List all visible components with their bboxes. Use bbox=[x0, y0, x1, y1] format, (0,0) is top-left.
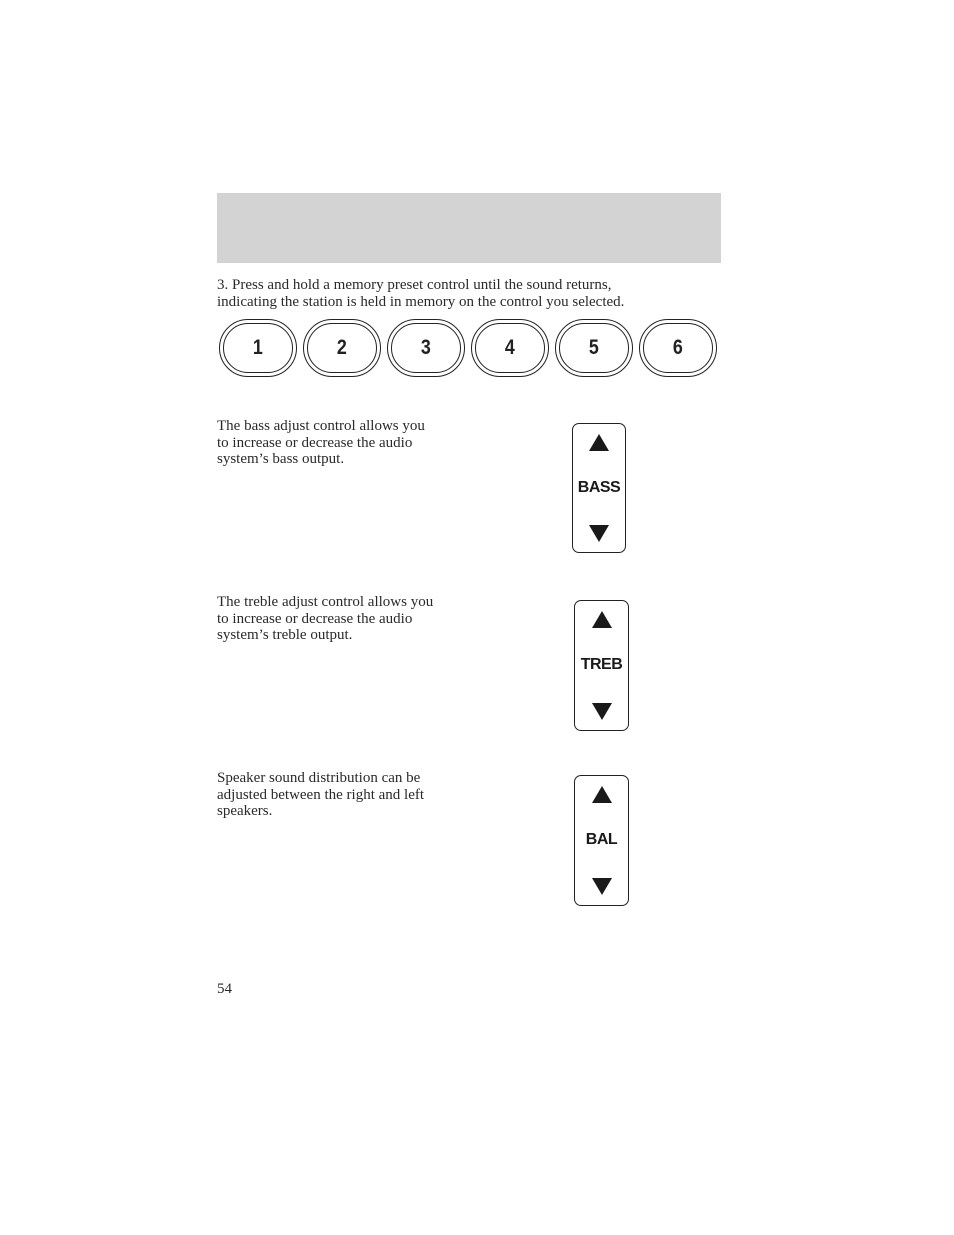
treble-down-arrow-icon[interactable] bbox=[592, 703, 612, 720]
bass-control bbox=[572, 423, 626, 553]
preset-label: 5 bbox=[589, 336, 599, 359]
description-line: to increase or decrease the audio bbox=[217, 610, 413, 627]
preset-label: 6 bbox=[673, 336, 683, 359]
balance-description bbox=[217, 770, 477, 820]
memory-preset-row bbox=[219, 319, 719, 379]
preset-button-1[interactable] bbox=[219, 319, 297, 377]
bass-description bbox=[217, 418, 477, 468]
preset-button-5[interactable] bbox=[555, 319, 633, 377]
description-line: speakers. bbox=[217, 803, 273, 819]
description-line: Speaker sound distribution can be bbox=[217, 770, 421, 786]
bass-down-arrow-icon[interactable] bbox=[589, 525, 609, 542]
preset-label: 3 bbox=[421, 336, 431, 359]
description-line: The treble adjust control allows you bbox=[217, 594, 434, 610]
preset-label: 1 bbox=[253, 336, 263, 359]
preset-instruction bbox=[217, 277, 737, 310]
page-number: 54 bbox=[217, 981, 232, 997]
description-line: adjusted between the right and left bbox=[217, 786, 425, 803]
balance-up-arrow-icon[interactable] bbox=[592, 786, 612, 803]
description-line: system’s bass output. bbox=[217, 451, 345, 467]
treble-label: TREB bbox=[580, 656, 623, 673]
description-line: system’s treble output. bbox=[217, 627, 353, 643]
balance-label: BAL bbox=[585, 831, 618, 848]
treble-up-arrow-icon[interactable] bbox=[592, 611, 612, 628]
treble-control bbox=[574, 600, 629, 731]
preset-button-3[interactable] bbox=[387, 319, 465, 377]
balance-control bbox=[574, 775, 629, 906]
preset-label: 4 bbox=[505, 336, 515, 359]
description-line: The bass adjust control allows you bbox=[217, 418, 425, 434]
preset-label: 2 bbox=[337, 336, 347, 359]
instruction-line: 3. Press and hold a memory preset control until the sound returns, bbox=[217, 277, 612, 293]
preset-button-2[interactable] bbox=[303, 319, 381, 377]
balance-down-arrow-icon[interactable] bbox=[592, 878, 612, 895]
treble-description bbox=[217, 594, 477, 644]
bass-label: BASS bbox=[577, 479, 621, 496]
description-line: to increase or decrease the audio bbox=[217, 434, 413, 451]
instruction-line: indicating the station is held in memory on the control you selected. bbox=[217, 293, 625, 310]
bass-up-arrow-icon[interactable] bbox=[589, 434, 609, 451]
preset-button-4[interactable] bbox=[471, 319, 549, 377]
section-header-band bbox=[217, 193, 721, 263]
preset-button-6[interactable] bbox=[639, 319, 717, 377]
